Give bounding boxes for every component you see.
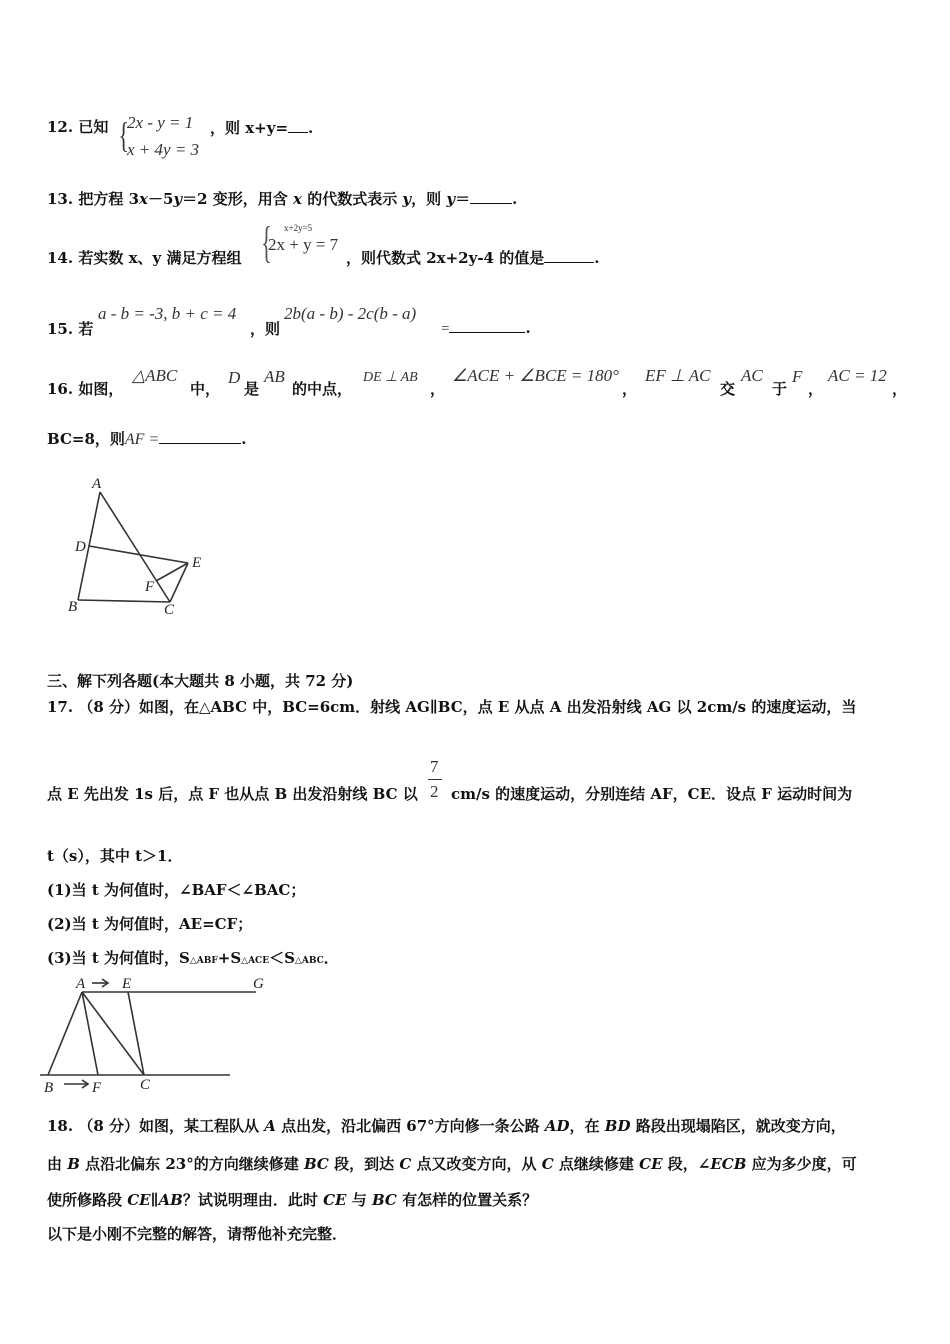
fig16-label-d: D bbox=[75, 539, 86, 555]
question-14 bbox=[47, 247, 241, 268]
fig17-label-g: G bbox=[253, 976, 264, 992]
q16-text-f: 于 bbox=[772, 380, 788, 398]
q16-line2-text: BC=8，则 bbox=[47, 430, 125, 448]
fig16-line-ac bbox=[100, 492, 170, 602]
q13-var-x: x bbox=[139, 190, 148, 208]
fig16-label-b: B bbox=[68, 599, 78, 615]
q15-end: . bbox=[525, 319, 531, 337]
fig16-line-de bbox=[89, 546, 188, 563]
fig17-line-ac bbox=[82, 992, 144, 1075]
q16-line-2 bbox=[47, 428, 246, 449]
q16-text-c: 是 bbox=[244, 380, 260, 398]
q17-part-3 bbox=[47, 947, 339, 968]
q13-answer-blank[interactable] bbox=[470, 202, 512, 204]
fig17-label-b: B bbox=[44, 1080, 54, 1096]
q16-comma-3: ， bbox=[808, 380, 824, 398]
q18-l1-a: 18. （8 分）如图，某工程队从 bbox=[47, 1117, 265, 1135]
q14-end: . bbox=[594, 249, 600, 267]
figure-17-lines bbox=[40, 979, 256, 1088]
q18-l3-d: 有怎样的位置关系？ bbox=[396, 1191, 538, 1209]
q12-end: . bbox=[308, 119, 314, 137]
q14-text-b: ，则代数式 2x+2y-4 的值是 bbox=[346, 249, 545, 267]
fig16-label-a: A bbox=[92, 476, 102, 492]
q16-perpendicular: DE ⊥ AB bbox=[363, 370, 418, 385]
q18-l1-c: ，在 bbox=[569, 1117, 605, 1135]
q16-comma-2: ， bbox=[622, 380, 638, 398]
q17-line-3: t（s），其中 t＞1． bbox=[47, 847, 183, 865]
q13-var-y: y bbox=[173, 190, 183, 208]
q13-text-c: ＝2 变形，用含 bbox=[182, 190, 294, 208]
q13-text-a: 把方程 3 bbox=[78, 190, 140, 208]
q16-text-b: 中， bbox=[190, 380, 221, 398]
q18-l2-f: 段， bbox=[662, 1155, 698, 1173]
question-16 bbox=[47, 378, 123, 399]
q18-point-b: B bbox=[67, 1155, 80, 1173]
fig17-label-c: C bbox=[140, 1077, 151, 1093]
q16-triangle: △ABC bbox=[132, 366, 178, 385]
q16-ef-perp: EF ⊥ AC bbox=[645, 366, 711, 385]
q17-p3-b: +S bbox=[217, 949, 242, 967]
q18-l3-a: 使所修路段 bbox=[47, 1191, 128, 1209]
q16-number: 16. bbox=[47, 380, 74, 398]
q17-fraction-bar bbox=[428, 779, 442, 780]
q16-ac-length: AC = 12 bbox=[828, 366, 887, 385]
q17-fraction-numerator: 7 bbox=[430, 757, 439, 776]
q18-line-3 bbox=[47, 1189, 537, 1210]
figure-16 bbox=[60, 470, 220, 620]
fig17-label-e: E bbox=[122, 976, 132, 992]
q17-p3-a: (3)当 t 为何值时，S bbox=[47, 949, 190, 967]
q15-answer-blank[interactable] bbox=[449, 331, 525, 333]
q16-text-e: 交 bbox=[720, 380, 736, 398]
question-15 bbox=[47, 318, 93, 339]
q13-var-x2: x bbox=[293, 190, 302, 208]
q17-p3-sub-ace: △ACE bbox=[241, 956, 270, 966]
q17-line-1: 17. （8 分）如图，在△ABC 中，BC=6cm．射线 AG∥BC，点 E 从点 A 出发沿射线 AG 以 2cm/s 的速度运动，当 bbox=[47, 698, 857, 716]
q13-var-y2: y bbox=[402, 190, 412, 208]
q16-af: AF = bbox=[124, 431, 160, 448]
q18-l2-b: 点沿北偏东 23°的方向继续修建 bbox=[79, 1155, 304, 1173]
question-12 bbox=[47, 116, 108, 137]
q13-text-d: 的代数式表示 bbox=[301, 190, 403, 208]
q16-text-a: 如图， bbox=[78, 380, 124, 398]
q17-line-2a: 点 E 先出发 1s 后，点 F 也从点 B 出发沿射线 BC 以 bbox=[47, 785, 418, 803]
q18-line-1 bbox=[47, 1115, 846, 1136]
q18-line-2 bbox=[47, 1153, 857, 1174]
fig16-label-c: C bbox=[164, 602, 175, 618]
q12-text-b: ，则 x+y= bbox=[210, 119, 289, 137]
section-3-title: 三、解下列各题(本大题共 8 小题，共 72 分) bbox=[47, 672, 354, 690]
q16-end: . bbox=[241, 430, 247, 448]
q14-equation-2: 2x + y = 7 bbox=[268, 235, 339, 254]
q17-p3-sub-abc: △ABC bbox=[294, 956, 324, 966]
q17-p3-d: ． bbox=[323, 949, 339, 967]
q14-number: 14. bbox=[47, 249, 74, 267]
fig17-line-af bbox=[82, 992, 98, 1075]
figure-16-lines bbox=[78, 492, 188, 602]
q17-part-2: (2)当 t 为何值时，AE=CF； bbox=[47, 915, 253, 933]
q15-text-a: 若 bbox=[78, 320, 94, 338]
figure-17 bbox=[40, 972, 280, 1096]
fig16-label-e: E bbox=[192, 555, 202, 571]
q15-text-b: ，则 bbox=[250, 320, 281, 338]
q17-fraction-denominator: 2 bbox=[430, 782, 439, 801]
q16-answer-blank[interactable] bbox=[159, 442, 241, 444]
q13-var-y3: y bbox=[446, 190, 456, 208]
q14-tail bbox=[346, 247, 599, 268]
q15-equals: = bbox=[441, 321, 450, 337]
q17-line-2b: cm/s 的速度运动，分别连结 AF，CE．设点 F 运动时间为 bbox=[451, 785, 853, 803]
q12-tail bbox=[210, 117, 313, 138]
q13-number: 13. bbox=[47, 190, 74, 208]
q15-expression: 2b(a - b) - 2c(b - a) bbox=[284, 304, 417, 323]
q18-l2-d: 点又改变方向，从 bbox=[411, 1155, 542, 1173]
q17-p3-c: ＜S bbox=[269, 949, 295, 967]
q17-p3-sub-abf: △ABF bbox=[189, 956, 218, 966]
q18-l3-c: 与 bbox=[346, 1191, 372, 1209]
q18-point-c: C bbox=[399, 1155, 412, 1173]
q12-equation-1: 2x - y = 1 bbox=[127, 113, 194, 132]
q12-number: 12. bbox=[47, 118, 74, 136]
q14-text-a: 若实数 x、y 满足方程组 bbox=[78, 249, 242, 267]
q18-l2-g: 应为多少度，可 bbox=[746, 1155, 857, 1173]
q12-answer-blank[interactable] bbox=[288, 131, 308, 133]
fig17-line-ec bbox=[128, 992, 144, 1075]
q16-segment-ab: AB bbox=[264, 367, 285, 386]
q14-equation-1: x+2y=5 bbox=[284, 223, 313, 233]
q18-segment-bd: BD bbox=[604, 1117, 631, 1135]
q18-segment-ce2: CE bbox=[323, 1191, 347, 1209]
q18-segment-bc2: BC bbox=[371, 1191, 397, 1209]
q15-number: 15. bbox=[47, 320, 74, 338]
q16-angle-sum: ∠ACE + ∠BCE = 180° bbox=[452, 366, 619, 385]
question-13 bbox=[47, 188, 517, 209]
q13-end: . bbox=[512, 190, 518, 208]
q14-brace: { bbox=[261, 218, 272, 267]
q18-point-c2: C bbox=[541, 1155, 554, 1173]
fig17-line-ab bbox=[48, 992, 82, 1075]
q18-segment-bc: BC bbox=[303, 1155, 329, 1173]
q12-equation-2: x + 4y = 3 bbox=[127, 140, 200, 159]
q13-text-b: －5 bbox=[147, 190, 174, 208]
q18-l1-b: 点出发，沿北偏西 67°方向修一条公路 bbox=[275, 1117, 545, 1135]
fig17-label-a: A bbox=[76, 976, 86, 992]
q17-part-1: (1)当 t 为何值时，∠BAF＜∠BAC； bbox=[47, 881, 306, 899]
fig16-label-f: F bbox=[145, 579, 155, 595]
q16-point-f: F bbox=[792, 367, 803, 386]
q14-answer-blank[interactable] bbox=[544, 261, 594, 263]
q18-segment-ad: AD bbox=[544, 1117, 570, 1135]
q18-l3-b: ？试说明理由．此时 bbox=[182, 1191, 324, 1209]
q12-brace: { bbox=[118, 115, 129, 155]
fig16-line-bc bbox=[78, 600, 170, 602]
q15-tail bbox=[441, 319, 531, 338]
q18-angle-ecb: ∠ECB bbox=[697, 1155, 747, 1173]
q18-l1-d: 路段出现塌陷区，就改变方向， bbox=[630, 1117, 846, 1135]
q16-segment-ac: AC bbox=[741, 366, 763, 385]
q16-comma-4: ， bbox=[892, 380, 908, 398]
q16-comma-1: ， bbox=[430, 380, 446, 398]
q12-text-a: 已知 bbox=[78, 118, 109, 136]
q13-text-f: ＝ bbox=[455, 190, 471, 208]
q18-ce-parallel-ab: CE∥AB bbox=[127, 1191, 183, 1209]
q15-condition: a - b = -3, b + c = 4 bbox=[98, 304, 237, 323]
q18-line-4: 以下是小刚不完整的解答，请帮他补充完整． bbox=[47, 1225, 348, 1243]
q18-segment-ce: CE bbox=[639, 1155, 663, 1173]
q16-text-d: 的中点， bbox=[292, 380, 353, 398]
q16-point-d: D bbox=[228, 368, 241, 387]
q18-l2-a: 由 bbox=[47, 1155, 68, 1173]
q18-point-a: A bbox=[264, 1117, 276, 1135]
q13-text-e: ，则 bbox=[411, 190, 447, 208]
q18-l2-c: 段，到达 bbox=[328, 1155, 400, 1173]
q18-l2-e: 点继续修建 bbox=[553, 1155, 640, 1173]
fig17-label-f: F bbox=[92, 1080, 102, 1096]
